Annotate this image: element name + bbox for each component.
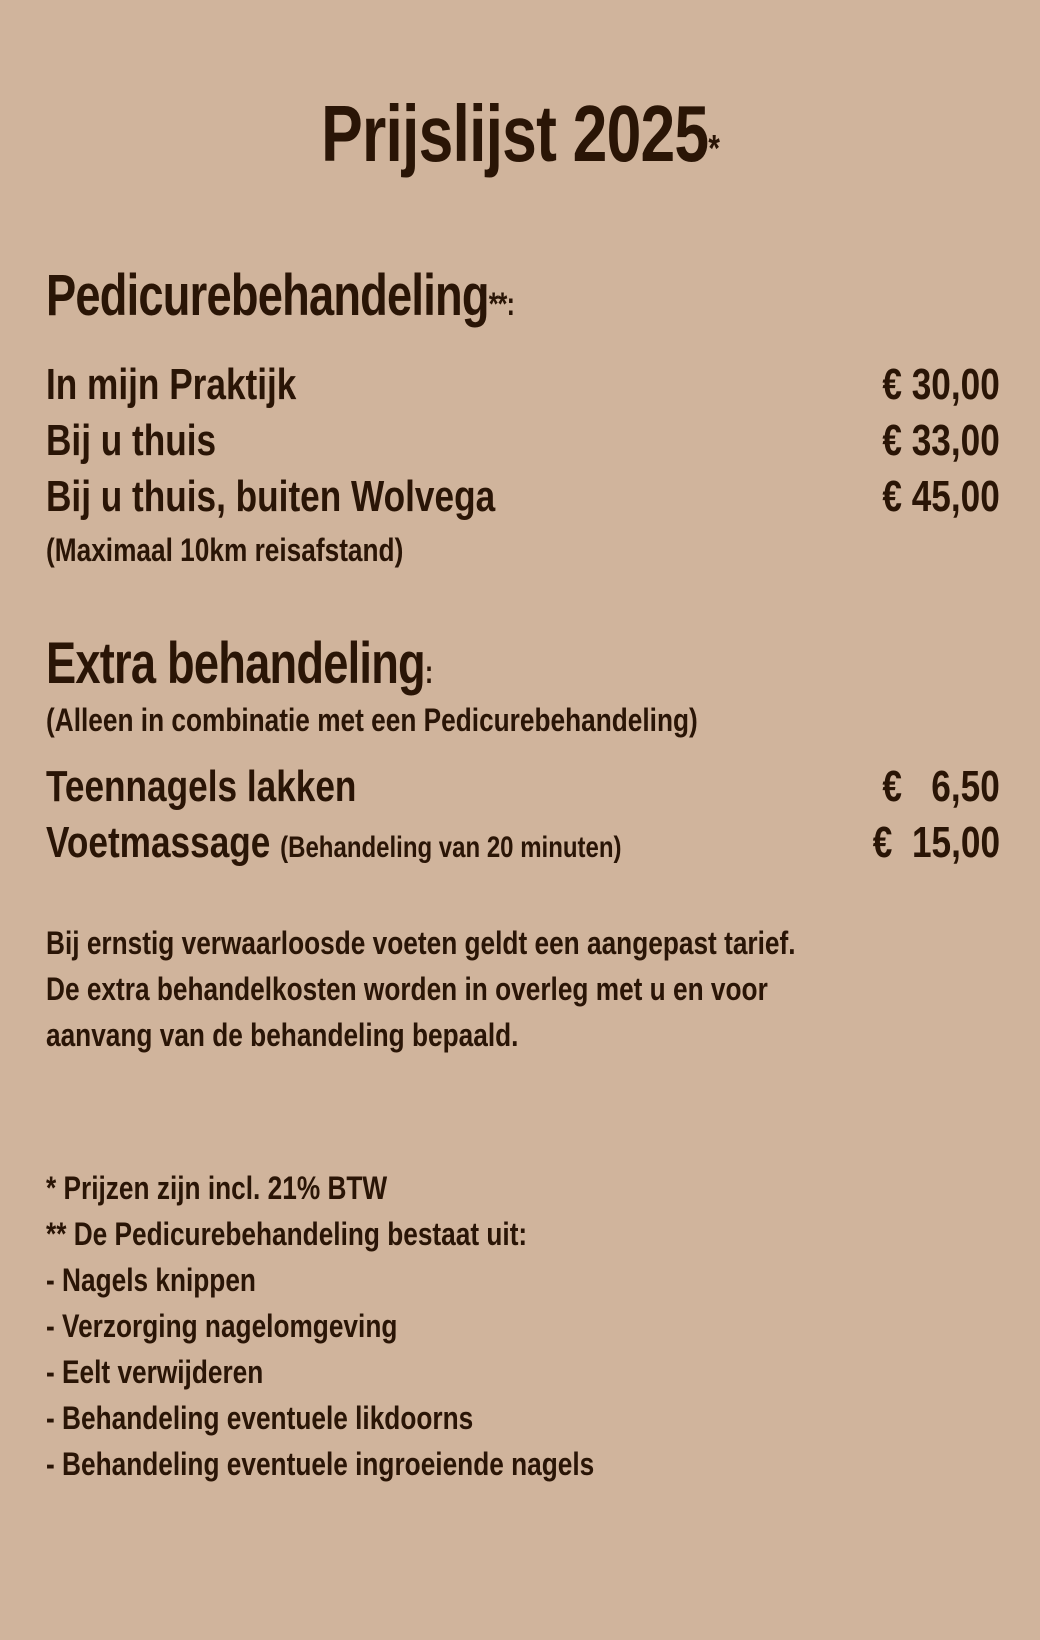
price-row-label-main: Voetmassage xyxy=(46,818,271,867)
price-row xyxy=(46,762,1000,814)
notice-line: Bij ernstig verwaarloosde voeten geldt een aangepast tarief. xyxy=(46,925,796,961)
page-title xyxy=(0,88,1040,180)
extra-heading xyxy=(46,630,432,697)
pedicure-heading xyxy=(46,262,514,329)
price-row-label: In mijn Praktijk xyxy=(46,360,297,409)
footnotes xyxy=(46,1165,594,1487)
footnote-line: ** De Pedicurebehandeling bestaat uit: xyxy=(46,1216,528,1252)
neglected-feet-notice xyxy=(46,920,796,1058)
notice-line: aanvang van de behandeling bepaald. xyxy=(46,1017,519,1053)
extra-heading-text: Extra behandeling xyxy=(46,631,425,696)
title-text xyxy=(321,88,719,180)
footnote-list-item: - Eelt verwijderen xyxy=(46,1354,264,1390)
pedicure-heading-suffix: **: xyxy=(488,286,515,322)
title-main: Prijslijst 2025 xyxy=(321,89,709,178)
footnote-list-item: - Verzorging nagelomgeving xyxy=(46,1308,398,1344)
price-row-price: € 30,00 xyxy=(882,360,1000,409)
price-row xyxy=(46,416,1000,468)
price-row-label-sub: (Behandeling van 20 minuten) xyxy=(280,831,622,864)
price-row xyxy=(46,818,1000,870)
footnote-line: * Prijzen zijn incl. 21% BTW xyxy=(46,1170,388,1206)
footnote-list-item: - Behandeling eventuele likdoorns xyxy=(46,1400,474,1436)
title-marker: * xyxy=(708,128,719,170)
footnote-list-item: - Behandeling eventuele ingroeiende nagels xyxy=(46,1446,595,1482)
price-row-price: € 45,00 xyxy=(882,472,1000,521)
extra-combination-note: (Alleen in combinatie met een Pedicurebehandeling) xyxy=(46,702,698,738)
price-row xyxy=(46,360,1000,412)
price-row-label: Bij u thuis xyxy=(46,416,217,465)
price-row-price: € 33,00 xyxy=(882,416,1000,465)
extra-heading-suffix: : xyxy=(424,654,433,690)
price-row-label xyxy=(46,818,622,868)
notice-line: De extra behandelkosten worden in overleg met u en voor xyxy=(46,971,768,1007)
pedicure-heading-text: Pedicurebehandeling xyxy=(46,263,489,328)
price-row-label xyxy=(46,762,356,812)
price-row-price: € 15,00 xyxy=(872,818,1000,867)
price-row-label: Bij u thuis, buiten Wolvega xyxy=(46,472,496,521)
footnote-list-item: - Nagels knippen xyxy=(46,1262,256,1298)
price-row xyxy=(46,472,1000,524)
price-row-price: € 6,50 xyxy=(882,762,1000,811)
price-row-label-main: Teennagels lakken xyxy=(46,762,357,811)
travel-distance-note: (Maximaal 10km reisafstand) xyxy=(46,532,404,568)
